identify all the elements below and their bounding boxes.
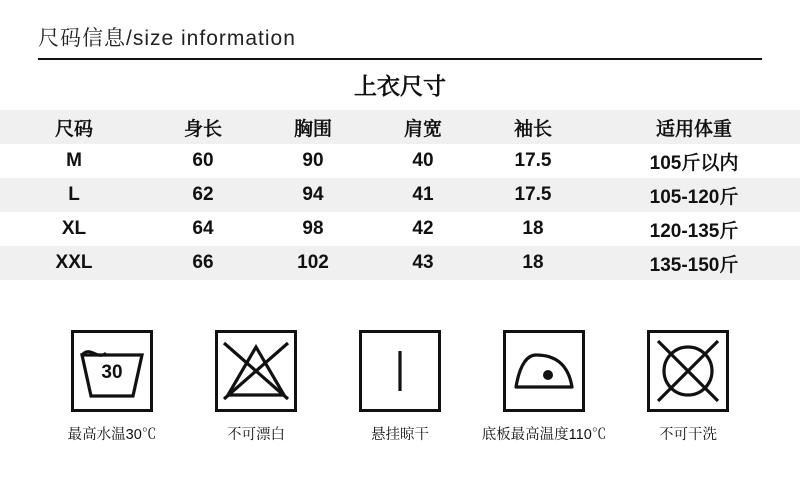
table-cell: 18 [522,218,544,239]
column-header: 适用体重 [655,118,732,140]
care-label: 底板最高温度110℃ [481,427,607,443]
care-item-line-dry [328,330,472,444]
page-title: 尺码信息/size information [38,27,296,50]
table-row [0,246,800,280]
table-cell: 90 [302,150,324,171]
care-item-wash-temp [40,330,184,444]
table-header-row [0,110,800,144]
column-header: 身长 [183,118,222,140]
table-cell: 105斤以内 [649,152,739,174]
table-cell: 120-135斤 [649,220,739,242]
do-not-dryclean-icon [647,330,729,412]
table-row [0,144,800,178]
column-header: 袖长 [513,118,552,140]
table-cell: 105-120斤 [649,186,739,208]
table-cell: 17.5 [514,184,552,205]
table-cell: M [66,150,82,171]
table-cell: 135-150斤 [649,254,739,276]
wash-tub-30-icon [71,330,153,412]
table-cell: 66 [192,252,214,273]
table-cell: 102 [297,252,329,273]
table-cell: XXL [55,252,93,273]
table-cell: 18 [522,252,544,273]
care-label: 不可漂白 [227,427,285,443]
table-cell: 62 [192,184,214,205]
table-cell: 43 [412,252,434,273]
line-dry-icon [359,330,441,412]
table-cell: 41 [412,184,434,205]
table-title: 上衣尺寸 [354,73,446,99]
svg-text:30: 30 [101,362,123,383]
care-item-iron-temp [472,330,616,444]
care-symbols-row [40,330,760,444]
do-not-bleach-icon [215,330,297,412]
table-cell: L [68,184,80,205]
table-cell: 42 [412,218,434,239]
care-item-no-dryclean [616,330,760,444]
size-table [0,110,800,280]
table-cell: 98 [302,218,324,239]
table-row [0,178,800,212]
table-cell: 17.5 [514,150,552,171]
table-row [0,212,800,246]
table-cell: XL [61,218,87,239]
column-header: 胸围 [293,118,332,140]
care-label: 不可干洗 [659,427,717,443]
column-header: 肩宽 [403,118,442,140]
table-cell: 64 [192,218,214,239]
table-cell: 94 [302,184,324,205]
care-label: 悬挂晾干 [371,427,429,443]
iron-110-icon [503,330,585,412]
header [38,22,762,60]
table-cell: 40 [412,150,434,171]
column-header: 尺码 [54,118,93,140]
care-item-no-bleach [184,330,328,444]
table-cell: 60 [192,150,214,171]
care-label: 最高水温30℃ [67,427,157,443]
header-divider [38,58,762,60]
